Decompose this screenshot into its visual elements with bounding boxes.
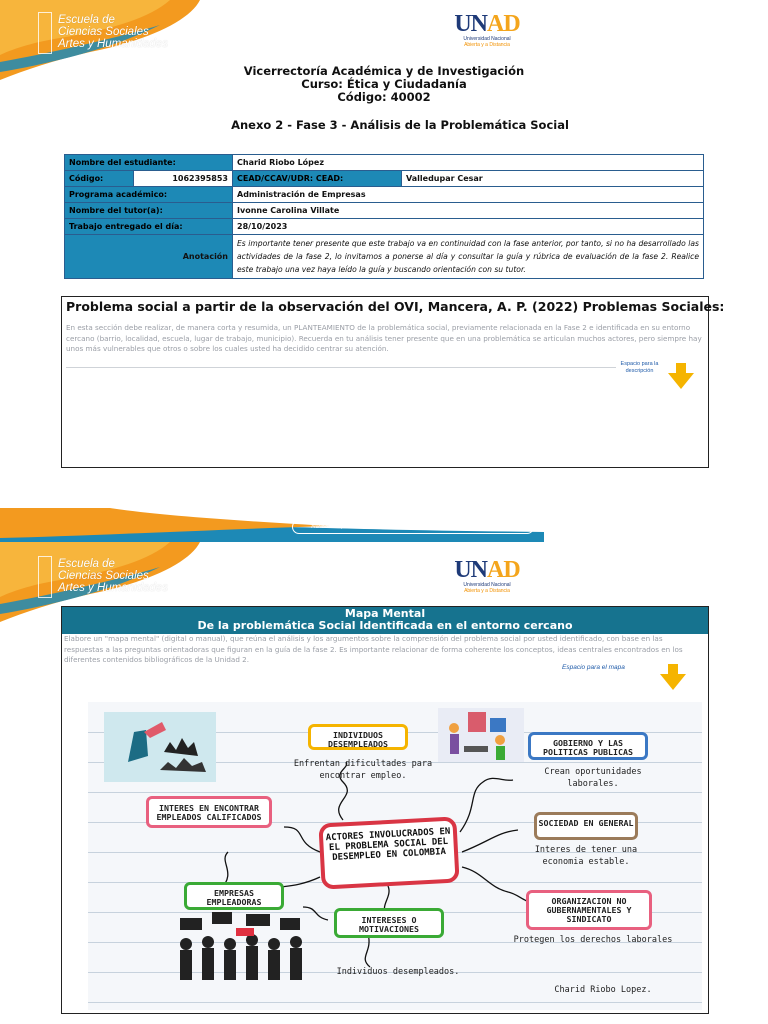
code-label: Código: (65, 171, 134, 187)
school-badge-2 (38, 556, 52, 598)
unad-logo (452, 12, 522, 48)
node-sociedad: SOCIEDAD EN GENERAL (534, 812, 638, 840)
annotation-label: Anotación (65, 235, 233, 279)
node-individuos-desempleados: INDIVIDUOS DESEMPLEADOS (308, 724, 408, 750)
school-line-3: Artes y Humanidades (58, 582, 168, 594)
unad-name-2: Abierta y a Distancia (464, 42, 510, 48)
copyright-notice: Prohibida su reproducción y copia sin autorización de la UNAD. // UNAD © 2020 derechos reservados (292, 520, 534, 534)
social-problem-box (61, 296, 725, 468)
social-problem-instructions: En esta sección debe realizar, de manera corta y resumida, un PLANTEAMIENTO de la problemática social, previamente relacionada en la Fase 2 e identificada en su entorno cercano (barrio, localidad, escuela, lugar de trabajo, municipio). Recuerda en tu análisis tener presente que en una problemática se articulan muchos actores, pero siempre hay unos más vulnerables que otros o sobre los cuales usted ha decidido centrar su atención. (66, 323, 702, 353)
student-info-table (64, 154, 704, 279)
program-value: Administración de Empresas (233, 187, 704, 203)
tutor-label: Nombre del tutor(a): (65, 203, 233, 219)
school-line-1: Escuela de (58, 14, 115, 26)
node-gobierno: GOBIERNO Y LAS POLITICAS PUBLICAS (528, 732, 648, 760)
mind-map-box (61, 606, 709, 1014)
mind-map-title: Mapa Mental (344, 607, 426, 620)
header-line-1: Vicerrectoría Académica y de Investigación (243, 64, 525, 78)
description-space-label (617, 361, 662, 375)
node-intereses: INTERESES O MOTIVACIONES (334, 908, 444, 938)
mind-map-image (88, 702, 702, 1010)
mind-map-instructions: Elabore un "mapa mental" (digital o manual), que reúna el análisis y los argumentos sobre la comprensión del problema social por usted identificado, con base en las respuestas a las preguntas orientadoras que figuran en la guía de la fase 2. Es importante relacionar de forma coherente los conceptos, ideas centrales encontrados en los diferentes contenidos bibliográficos de la Unidad 2. (64, 634, 683, 664)
school-line-2: Ciencias Sociales (58, 26, 149, 38)
map-space-label: Espacio para el mapa (562, 664, 625, 671)
school-line-3: Artes y Humanidades (58, 38, 168, 50)
cead-value: Valledupar Cesar (402, 171, 704, 187)
space-label-line-2: descripción (625, 368, 654, 374)
author-signature: Charid Riobo Lopez. (554, 985, 652, 995)
caption-individuos-desempleados: Enfrentan dificultades para encontrar empleo. (293, 759, 433, 781)
document-page-1 (0, 0, 768, 490)
school-name-2 (58, 558, 168, 594)
unad-name-1: Universidad Nacional (463, 582, 511, 588)
node-interes-empleados: INTERES EN ENCONTRAR EMPLEADOS CALIFICADOS (146, 796, 272, 828)
unad-logo-un: UN (454, 557, 487, 583)
unad-name-2: Abierta y a Distancia (464, 588, 510, 594)
central-node: ACTORES INVOLUCRADOS EN EL PROBLEMA SOCIAL DEL DESEMPLEO EN COLOMBIA (318, 816, 459, 889)
annex-title: Anexo 2 - Fase 3 - Análisis de la Problemática Social (231, 118, 569, 132)
caption-intereses: Individuos desempleados. (336, 967, 460, 977)
node-empresas: EMPRESAS EMPLEADORAS (184, 882, 284, 910)
node-ong: ORGANIZACION NO GUBERNAMENTALES Y SINDICATO (526, 890, 652, 930)
social-problem-title: Problema social a partir de la observación del OVI, Mancera, A. P. (2022) Problemas Sociales: (66, 299, 725, 314)
down-arrow-icon (668, 363, 694, 389)
space-label-line-1: Espacio para la (620, 361, 659, 367)
description-divider (66, 367, 616, 368)
unad-logo-ad: AD (487, 557, 520, 583)
mind-map-header (62, 607, 708, 634)
school-name (58, 14, 168, 50)
student-label: Nombre del estudiante: (65, 155, 233, 171)
mind-map-subtitle: De la problemática Social Identificada en el entorno cercano (197, 619, 573, 632)
caption-sociedad: Interes de tener una economia estable. (534, 845, 638, 867)
unad-logo-ad: AD (487, 11, 520, 37)
caption-gobierno: Crean oportunidades laborales. (544, 767, 642, 789)
caption-ong: Protegen los derechos laborales (513, 935, 673, 945)
code-value: 1062395853 (134, 171, 233, 187)
unad-logo-2 (452, 558, 522, 594)
program-label: Programa académico: (65, 187, 233, 203)
date-value: 28/10/2023 (233, 219, 704, 235)
unad-name-1: Universidad Nacional (463, 36, 511, 42)
tutor-value: Ivonne Carolina Villate (233, 203, 704, 219)
page-gap (0, 490, 768, 508)
annotation-text: Es importante tener presente que este trabajo va en continuidad con la fase anterior, por tanto, si no ha desarrollado las actividades de la fase 2, lo invitamos a ponerse al día y consultar la guía y rúbrica de evaluación de la fase 2. Realice este trabajo una vez haya leído la guía y buscando orientación con su tutor. (233, 235, 704, 279)
school-line-1: Escuela de (58, 558, 115, 570)
document-header (0, 65, 768, 104)
school-badge (38, 12, 52, 54)
document-page-2 (0, 508, 768, 1024)
school-line-2: Ciencias Sociales (58, 570, 149, 582)
date-label: Trabajo entregado el día: (65, 219, 233, 235)
unad-logo-un: UN (454, 11, 487, 37)
header-line-2: Curso: Ética y Ciudadanía (301, 77, 467, 91)
header-line-3: Código: 40002 (337, 90, 431, 104)
student-value: Charid Riobo López (233, 155, 704, 171)
down-arrow-icon (660, 664, 686, 690)
cead-label: CEAD/CCAV/UDR: CEAD: (233, 171, 402, 187)
